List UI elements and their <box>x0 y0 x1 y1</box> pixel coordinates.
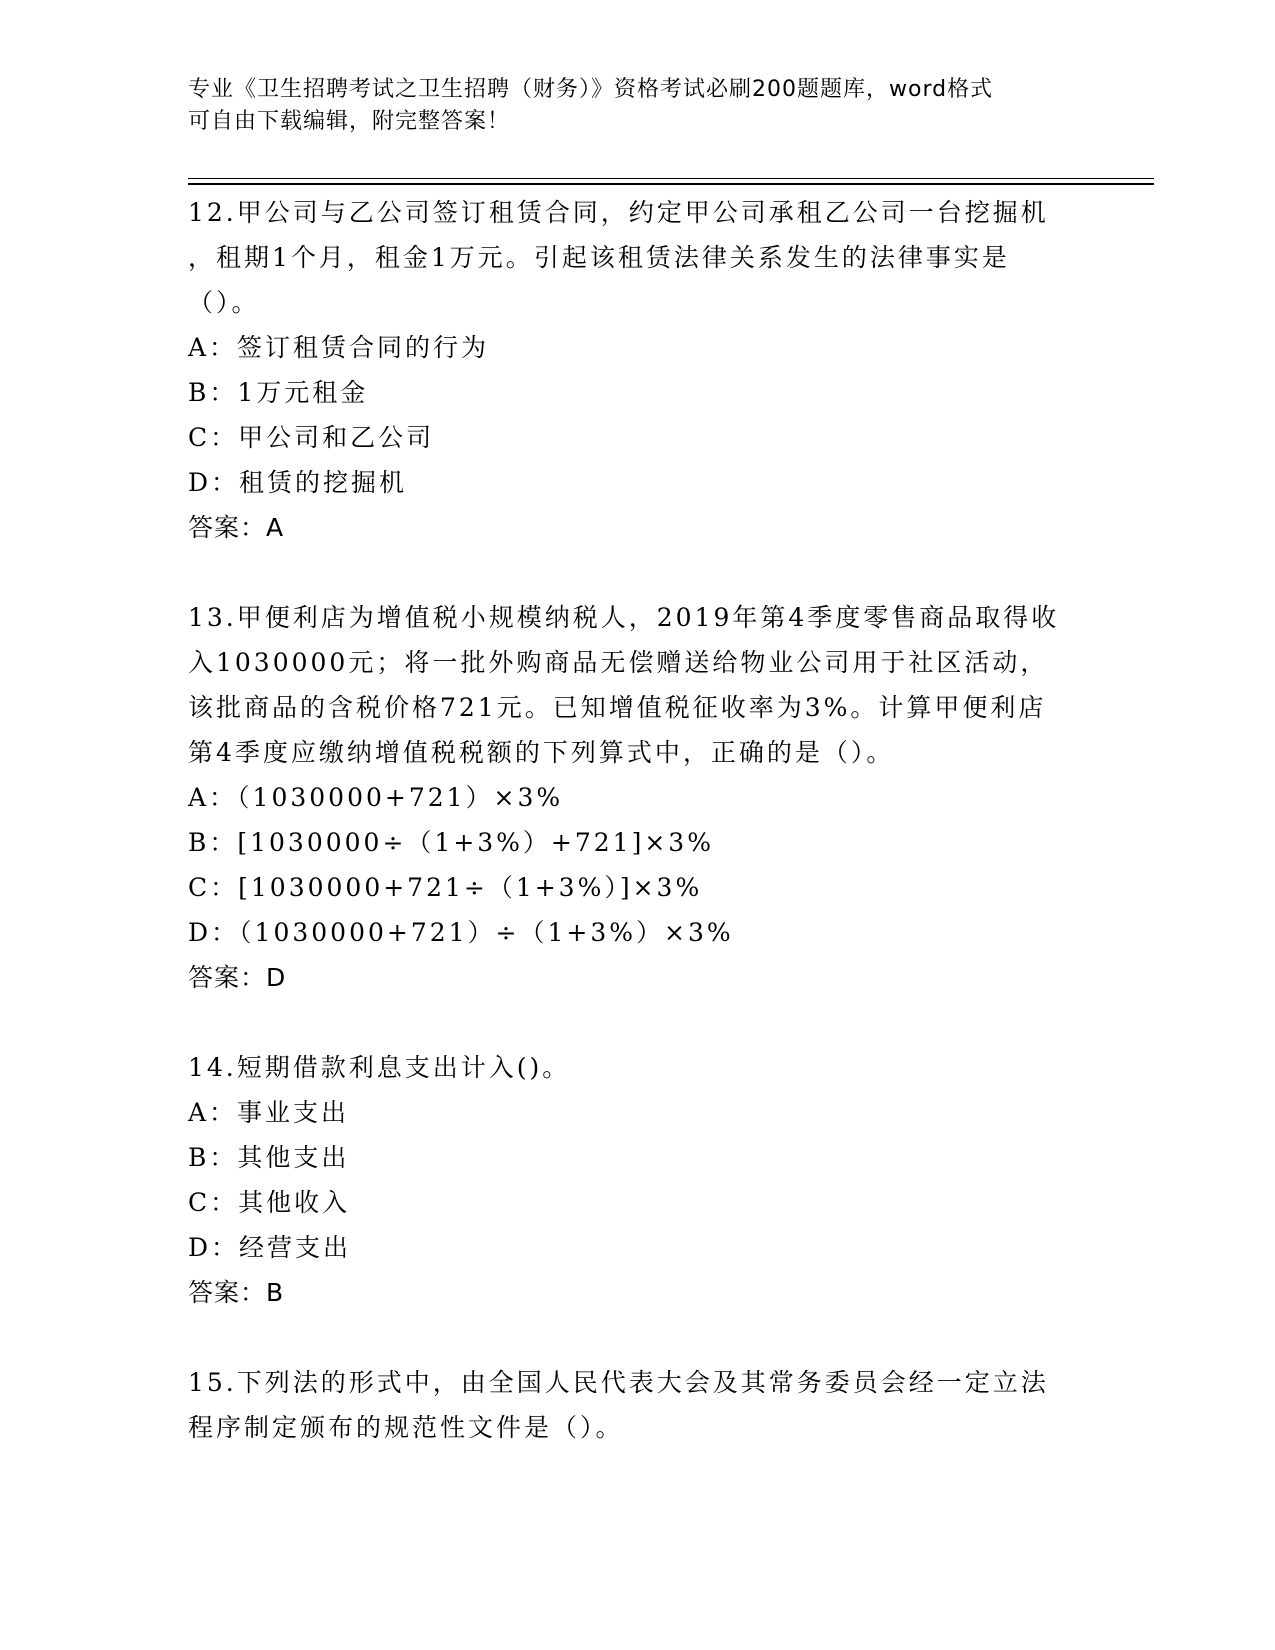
option-c: C：[1030000+721÷（1+3%）]×3% <box>188 873 703 902</box>
header-title-line-2: 可自由下载编辑，附完整答案！ <box>188 109 511 134</box>
page-header <box>188 74 1088 138</box>
question-12 <box>188 190 1088 550</box>
question-13 <box>188 595 1088 1000</box>
question-stem-line: （）。 <box>188 288 260 317</box>
answer-line: 答案：B <box>188 1278 285 1307</box>
option-b: B：[1030000÷（1+3%）+721]×3% <box>188 828 714 857</box>
header-title-line-1: 专业《卫生招聘考试之卫生招聘（财务）》资格考试必刷200题题库，word格式 <box>188 77 994 102</box>
question-stem-line: 该批商品的含税价格721元。已知增值税征收率为3%。计算甲便利店 <box>188 693 1047 722</box>
option-c: C：甲公司和乙公司 <box>188 423 435 452</box>
question-stem <box>188 1360 1088 1450</box>
question-stem <box>188 595 1088 775</box>
option-d: D：（1030000+721）÷（1+3%）×3% <box>188 918 734 947</box>
question-spacer <box>188 1315 1088 1360</box>
answer-line: 答案：D <box>188 963 287 992</box>
question-stem-line: ，租期1个月，租金1万元。引起该租赁法律关系发生的法律事实是 <box>188 243 1010 272</box>
question-list <box>188 190 1088 1450</box>
question-spacer <box>188 550 1088 595</box>
question-spacer <box>188 1000 1088 1045</box>
option-b: B：1万元租金 <box>188 378 369 407</box>
question-stem-line: 15.下列法的形式中，由全国人民代表大会及其常务委员会经一定立法 <box>188 1368 1049 1397</box>
question-15 <box>188 1360 1088 1450</box>
header-divider-thin <box>188 178 1154 179</box>
question-stem-line: 入1030000元；将一批外购商品无偿赠送给物业公司用于社区活动， <box>188 648 1049 677</box>
question-stem-line: 程序制定颁布的规范性文件是（）。 <box>188 1413 624 1442</box>
option-c: C：其他收入 <box>188 1188 351 1217</box>
option-d: D：租赁的挖掘机 <box>188 468 408 497</box>
question-stem <box>188 190 1088 325</box>
question-14 <box>188 1045 1088 1315</box>
question-stem-line: 14.短期借款利息支出计入()。 <box>188 1053 571 1082</box>
option-a: A：（1030000+721）×3% <box>188 783 564 812</box>
header-divider-thick <box>188 183 1154 185</box>
answer-line: 答案：A <box>188 513 285 542</box>
option-d: D：经营支出 <box>188 1233 352 1262</box>
question-stem-line: 13.甲便利店为增值税小规模纳税人，2019年第4季度零售商品取得收 <box>188 603 1060 632</box>
question-stem-line: 第4季度应缴纳增值税税额的下列算式中，正确的是（）。 <box>188 738 895 767</box>
option-b: B：其他支出 <box>188 1143 350 1172</box>
question-stem-line: 12.甲公司与乙公司签订租赁合同，约定甲公司承租乙公司一台挖掘机 <box>188 198 1049 227</box>
option-a: A：签订租赁合同的行为 <box>188 333 490 362</box>
question-stem <box>188 1045 1088 1090</box>
option-a: A：事业支出 <box>188 1098 350 1127</box>
